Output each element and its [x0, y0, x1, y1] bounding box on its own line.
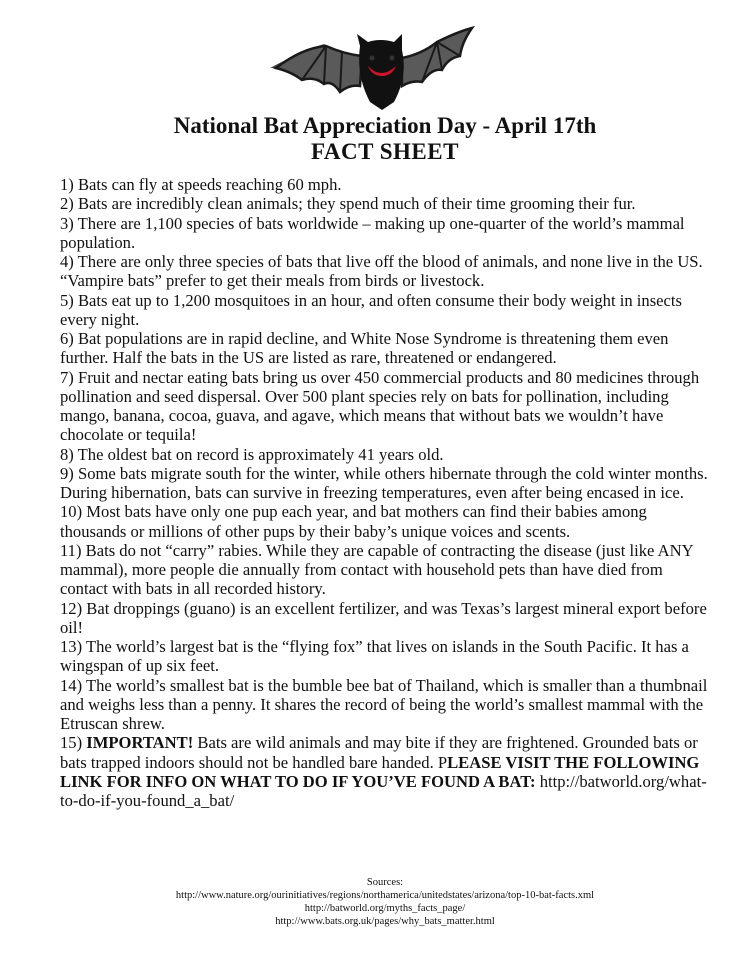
fact-number: 15) [60, 733, 87, 753]
fact-item: 4) There are only three species of bats that live off the blood of animals, and none live in the US. “Vampire bats” prefer to get their meals from birds or livestock. [60, 252, 703, 291]
fact-item: 10) Most bats have only one pup each year, and bat mothers can find their babies among thousands or millions of other pups by their baby’s unique voices and scents. [60, 502, 647, 541]
bat-help-link[interactable]: http://batworld.org/what-to-do-if-you-found_a_bat/ [60, 771, 707, 810]
fact-item: 12) Bat droppings (guano) is an excellent fertilizer, and was Texas’s largest mineral export before oil! [60, 598, 707, 637]
fact-item: 11) Bats do not “carry” rabies. While they are capable of contracting the disease (just like ANY mammal), more people die annually from contact with household pets than have died from contact with bats in all recorded history. [60, 540, 693, 599]
bat-illustration [262, 6, 502, 116]
sources-label: Sources: [366, 877, 404, 888]
source-link[interactable]: http://www.nature.org/ourinitiatives/regions/northamerica/unitedstates/arizona/top-10-bat-facts.xml [175, 890, 595, 901]
fact-text: Bats are wild animals and may bite if they are frightened. Grounded bats or bats trapped indoors should not be handled bare handed. P [60, 733, 698, 772]
fact-item: 7) Fruit and nectar eating bats bring us over 450 commercial products and 80 medicines through pollination and seed dispersal. Over 500 plant species rely on bats for pollination, including mango, banana, cocoa, guava, and agave, which means that without bats we wouldn’t have chocolate or tequila! [60, 367, 700, 445]
fact-item: 2) Bats are incredibly clean animals; they spend much of their time grooming their fur. [60, 194, 636, 214]
fact-list [60, 175, 710, 810]
sources [0, 876, 742, 928]
source-link[interactable]: http://www.bats.org.uk/pages/why_bats_matter.html [275, 916, 495, 927]
fact-item: 8) The oldest bat on record is approximately 41 years old. [60, 444, 444, 464]
fact-item: 5) Bats eat up to 1,200 mosquitoes in an hour, and often consume their body weight in insects every night. [60, 290, 682, 329]
fact-item: 6) Bat populations are in rapid decline, and White Nose Syndrome is threatening them even further. Half the bats in the US are listed as rare, threatened or endangered. [60, 329, 669, 368]
fact-item: 14) The world’s smallest bat is the bumble bee bat of Thailand, which is smaller than a thumbnail and weighs less than a penny. It shares the record of being the world’s smallest mammal with the Etruscan shrew. [60, 675, 708, 733]
fact-item: 3) There are 1,100 species of bats worldwide – making up one-quarter of the world’s mammal population. [60, 213, 685, 252]
fact-item-15 [60, 733, 710, 810]
page-title: National Bat Appreciation Day - April 17th [173, 113, 597, 138]
page-subtitle: FACT SHEET [311, 139, 459, 164]
fact-item: 9) Some bats migrate south for the winter, while others hibernate through the cold winter months. During hibernation, bats can survive in freezing temperatures, even after being encased in ice. [60, 463, 708, 502]
important-label: IMPORTANT! [86, 733, 194, 753]
source-link[interactable]: http://batworld.org/myths_facts_page/ [304, 903, 466, 914]
visit-notice: LEASE VISIT THE FOLLOWING LINK FOR INFO ON WHAT TO DO IF YOU’VE FOUND A BAT: [60, 752, 700, 791]
fact-item: 1) Bats can fly at speeds reaching 60 mph. [60, 175, 342, 194]
fact-item: 13) The world’s largest bat is the “flying fox” that lives on islands in the South Pacific. It has a wingspan of up six feet. [60, 637, 689, 676]
